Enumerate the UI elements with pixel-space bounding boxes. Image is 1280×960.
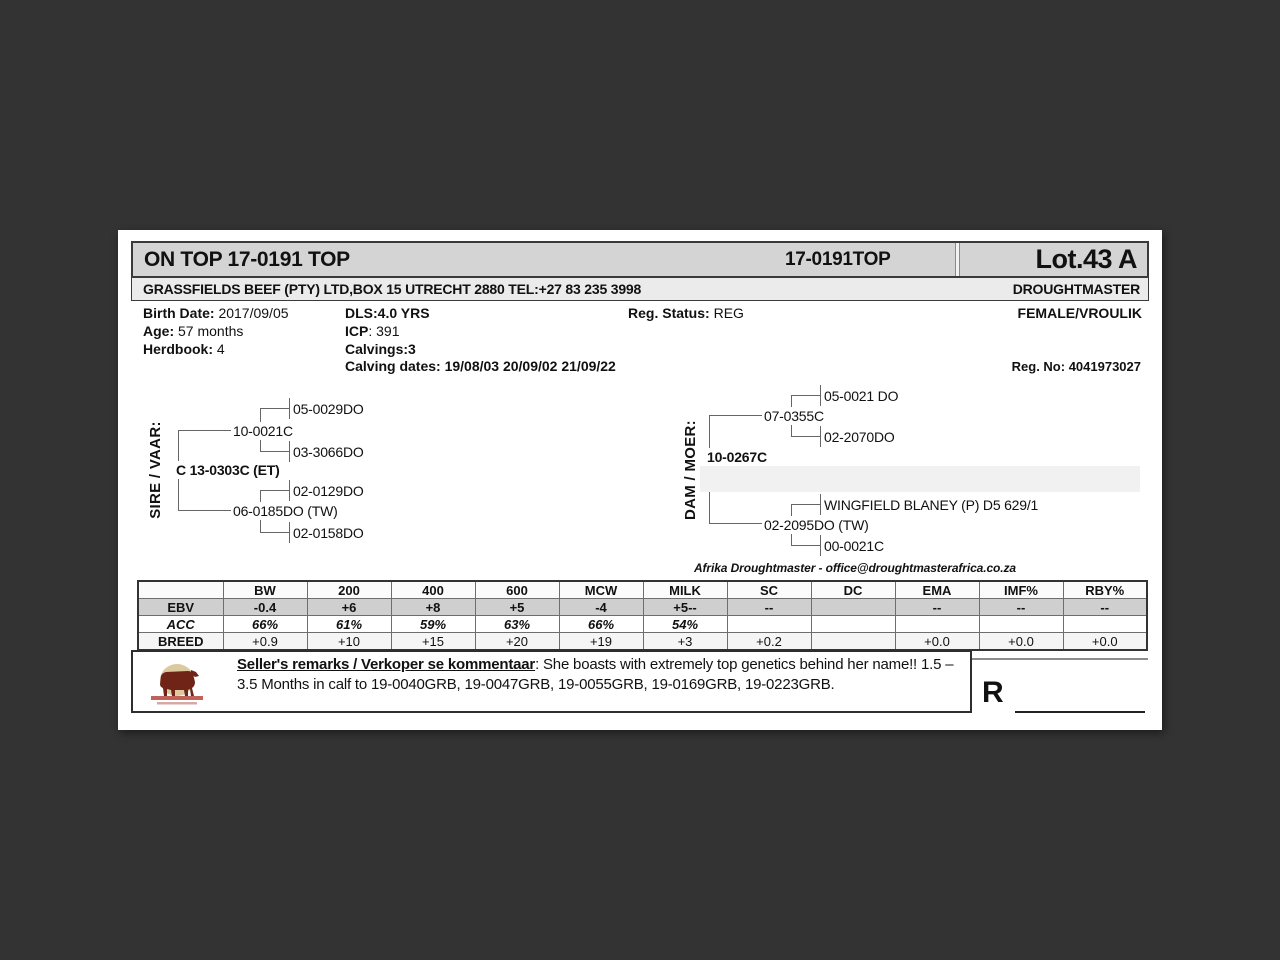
- logo-caption: [157, 702, 197, 705]
- acc-cell: 66%: [223, 616, 307, 633]
- row-label: ACC: [138, 616, 223, 633]
- price-currency: R: [982, 676, 1004, 709]
- acc-values-row: [138, 616, 1147, 633]
- breed-cell: +19: [559, 633, 643, 651]
- acc-cell: [1063, 616, 1147, 633]
- ebv-col-header: 200: [307, 581, 391, 599]
- sire-subject: C 13-0303C (ET): [176, 462, 280, 478]
- ebv-col-header: EMA: [895, 581, 979, 599]
- breed-cell: +0.9: [223, 633, 307, 651]
- seller-remarks-text: [237, 655, 959, 695]
- ebv-col-header: [138, 581, 223, 599]
- lot-number: Lot.43 A: [1035, 244, 1137, 274]
- breed-cell: +0.0: [1063, 633, 1147, 651]
- society-contact-line: Afrika Droughtmaster - office@droughtmasterafrica.co.za: [693, 561, 1016, 575]
- header-divider: [955, 243, 960, 276]
- acc-cell: 66%: [559, 616, 643, 633]
- age-label: Age:: [143, 323, 175, 339]
- calving-dates: Calving dates: 19/08/03 20/09/02 21/09/22: [345, 358, 616, 374]
- age-value: 57 months: [174, 323, 244, 339]
- sex: FEMALE/VROULIK: [1017, 305, 1142, 321]
- row-label: BREED: [138, 633, 223, 651]
- tree-line: [820, 385, 821, 406]
- ebv-cell: --: [727, 599, 811, 616]
- sire-grandparent: 03-3066DO: [293, 444, 364, 460]
- catalog-page: [118, 230, 1162, 730]
- header-bar: [131, 241, 1149, 278]
- ebv-values-row: [138, 599, 1147, 616]
- tree-line: [260, 408, 289, 409]
- acc-cell: 61%: [307, 616, 391, 633]
- dam-dam: 02-2095DO (TW): [764, 517, 869, 533]
- icp: [345, 323, 399, 339]
- sire-grandparent: 02-0129DO: [293, 483, 364, 499]
- acc-cell: [895, 616, 979, 633]
- tree-line: [260, 451, 289, 452]
- ebv-cell: [811, 599, 895, 616]
- ebv-cell: +8: [391, 599, 475, 616]
- reg-status-value: REG: [709, 305, 744, 321]
- dam-sire: 07-0355C: [764, 408, 824, 424]
- tree-line: [820, 494, 821, 515]
- breed-cell: +15: [391, 633, 475, 651]
- ebv-cell: -4: [559, 599, 643, 616]
- reg-no: Reg. No: 4041973027: [1011, 359, 1141, 374]
- tree-line: [820, 535, 821, 556]
- acc-cell: 63%: [475, 616, 559, 633]
- ebv-cell: +5--: [643, 599, 727, 616]
- calvings: Calvings:3: [345, 341, 416, 357]
- ebv-table: [137, 580, 1148, 651]
- tree-line: [791, 504, 820, 505]
- age: [143, 323, 243, 339]
- tree-line: [791, 436, 820, 437]
- ebv-cell: --: [1063, 599, 1147, 616]
- breed-cell: +0.0: [895, 633, 979, 651]
- seller-remarks-box: [131, 650, 972, 713]
- dam-highlight-band: [700, 466, 1140, 492]
- animal-tag: 17-0191TOP: [785, 248, 891, 270]
- seller-contact: GRASSFIELDS BEEF (PTY) LTD,BOX 15 UTRECHT 2880 TEL:+27 83 235 3998: [143, 281, 642, 297]
- price-box-top-border: [972, 658, 1148, 660]
- tree-line: [289, 398, 290, 419]
- sire-label: SIRE / VAAR:: [147, 421, 164, 519]
- ebv-cell: +6: [307, 599, 391, 616]
- dam-label: DAM / MOER:: [682, 420, 699, 520]
- droughtmaster-logo: [147, 658, 215, 710]
- ebv-col-header: 600: [475, 581, 559, 599]
- ebv-col-header: RBY%: [1063, 581, 1147, 599]
- birth-date-value: 2017/09/05: [214, 305, 289, 321]
- reg-status: [628, 305, 744, 321]
- row-label: EBV: [138, 599, 223, 616]
- tree-line: [289, 480, 290, 501]
- dam-subject: 10-0267C: [707, 449, 767, 465]
- dam-grandparent: 00-0021C: [824, 538, 884, 554]
- remarks-title: Seller's remarks / Verkoper se kommentaar: [237, 656, 536, 673]
- ebv-cell: --: [895, 599, 979, 616]
- breed-values-row: [138, 633, 1147, 651]
- ebv-header-row: [138, 581, 1147, 599]
- acc-cell: [811, 616, 895, 633]
- tree-line: [289, 441, 290, 462]
- birth-date-label: Birth Date:: [143, 305, 215, 321]
- reg-status-label: Reg. Status:: [628, 305, 710, 321]
- acc-cell: 54%: [643, 616, 727, 633]
- breed-cell: +20: [475, 633, 559, 651]
- ebv-cell: --: [979, 599, 1063, 616]
- tree-line: [289, 522, 290, 543]
- icp-label: ICP: [345, 323, 369, 339]
- tree-line: [260, 532, 289, 533]
- logo-caption: [151, 696, 203, 700]
- ebv-col-header: MCW: [559, 581, 643, 599]
- breed-cell: +0.2: [727, 633, 811, 651]
- sire-sire: 10-0021C: [233, 423, 293, 439]
- herdbook-value: 4: [213, 341, 225, 357]
- ebv-col-header: DC: [811, 581, 895, 599]
- acc-cell: [979, 616, 1063, 633]
- breed-cell: +10: [307, 633, 391, 651]
- acc-cell: [727, 616, 811, 633]
- price-write-in-line: [1015, 711, 1145, 713]
- ebv-col-header: 400: [391, 581, 475, 599]
- ebv-col-header: SC: [727, 581, 811, 599]
- sire-grandparent: 02-0158DO: [293, 525, 364, 541]
- ebv-cell: -0.4: [223, 599, 307, 616]
- tree-line: [260, 490, 289, 491]
- ebv-col-header: BW: [223, 581, 307, 599]
- sire-dam: 06-0185DO (TW): [233, 503, 338, 519]
- dam-grandparent: 02-2070DO: [824, 429, 895, 445]
- breed-cell: +3: [643, 633, 727, 651]
- ebv-col-header: IMF%: [979, 581, 1063, 599]
- seller-bar: [131, 278, 1149, 301]
- tree-line: [791, 395, 820, 396]
- herdbook-label: Herdbook:: [143, 341, 213, 357]
- tree-line: [791, 545, 820, 546]
- herdbook: [143, 341, 225, 357]
- ebv-col-header: MILK: [643, 581, 727, 599]
- breed-name: DROUGHTMASTER: [1012, 281, 1140, 297]
- animal-name: ON TOP 17-0191 TOP: [144, 247, 350, 271]
- breed-cell: +0.0: [979, 633, 1063, 651]
- tree-line: [820, 426, 821, 447]
- icp-value: : 391: [368, 323, 400, 339]
- breed-cell: [811, 633, 895, 651]
- dls: DLS:4.0 YRS: [345, 305, 430, 321]
- dam-grandparent: 05-0021 DO: [824, 388, 899, 404]
- remarks-body: : She boasts with extremely top genetics behind her name!! 1.5 – 3.5 Months in calf to 19-0040GRB, 19-0047GRB, 19-0055GRB, 19-0169GRB, 19-0223GRB.: [237, 656, 954, 693]
- acc-cell: 59%: [391, 616, 475, 633]
- dam-grandparent: WINGFIELD BLANEY (P) D5 629/1: [824, 497, 1039, 513]
- ebv-cell: +5: [475, 599, 559, 616]
- sire-grandparent: 05-0029DO: [293, 401, 364, 417]
- birth-date: [143, 305, 289, 321]
